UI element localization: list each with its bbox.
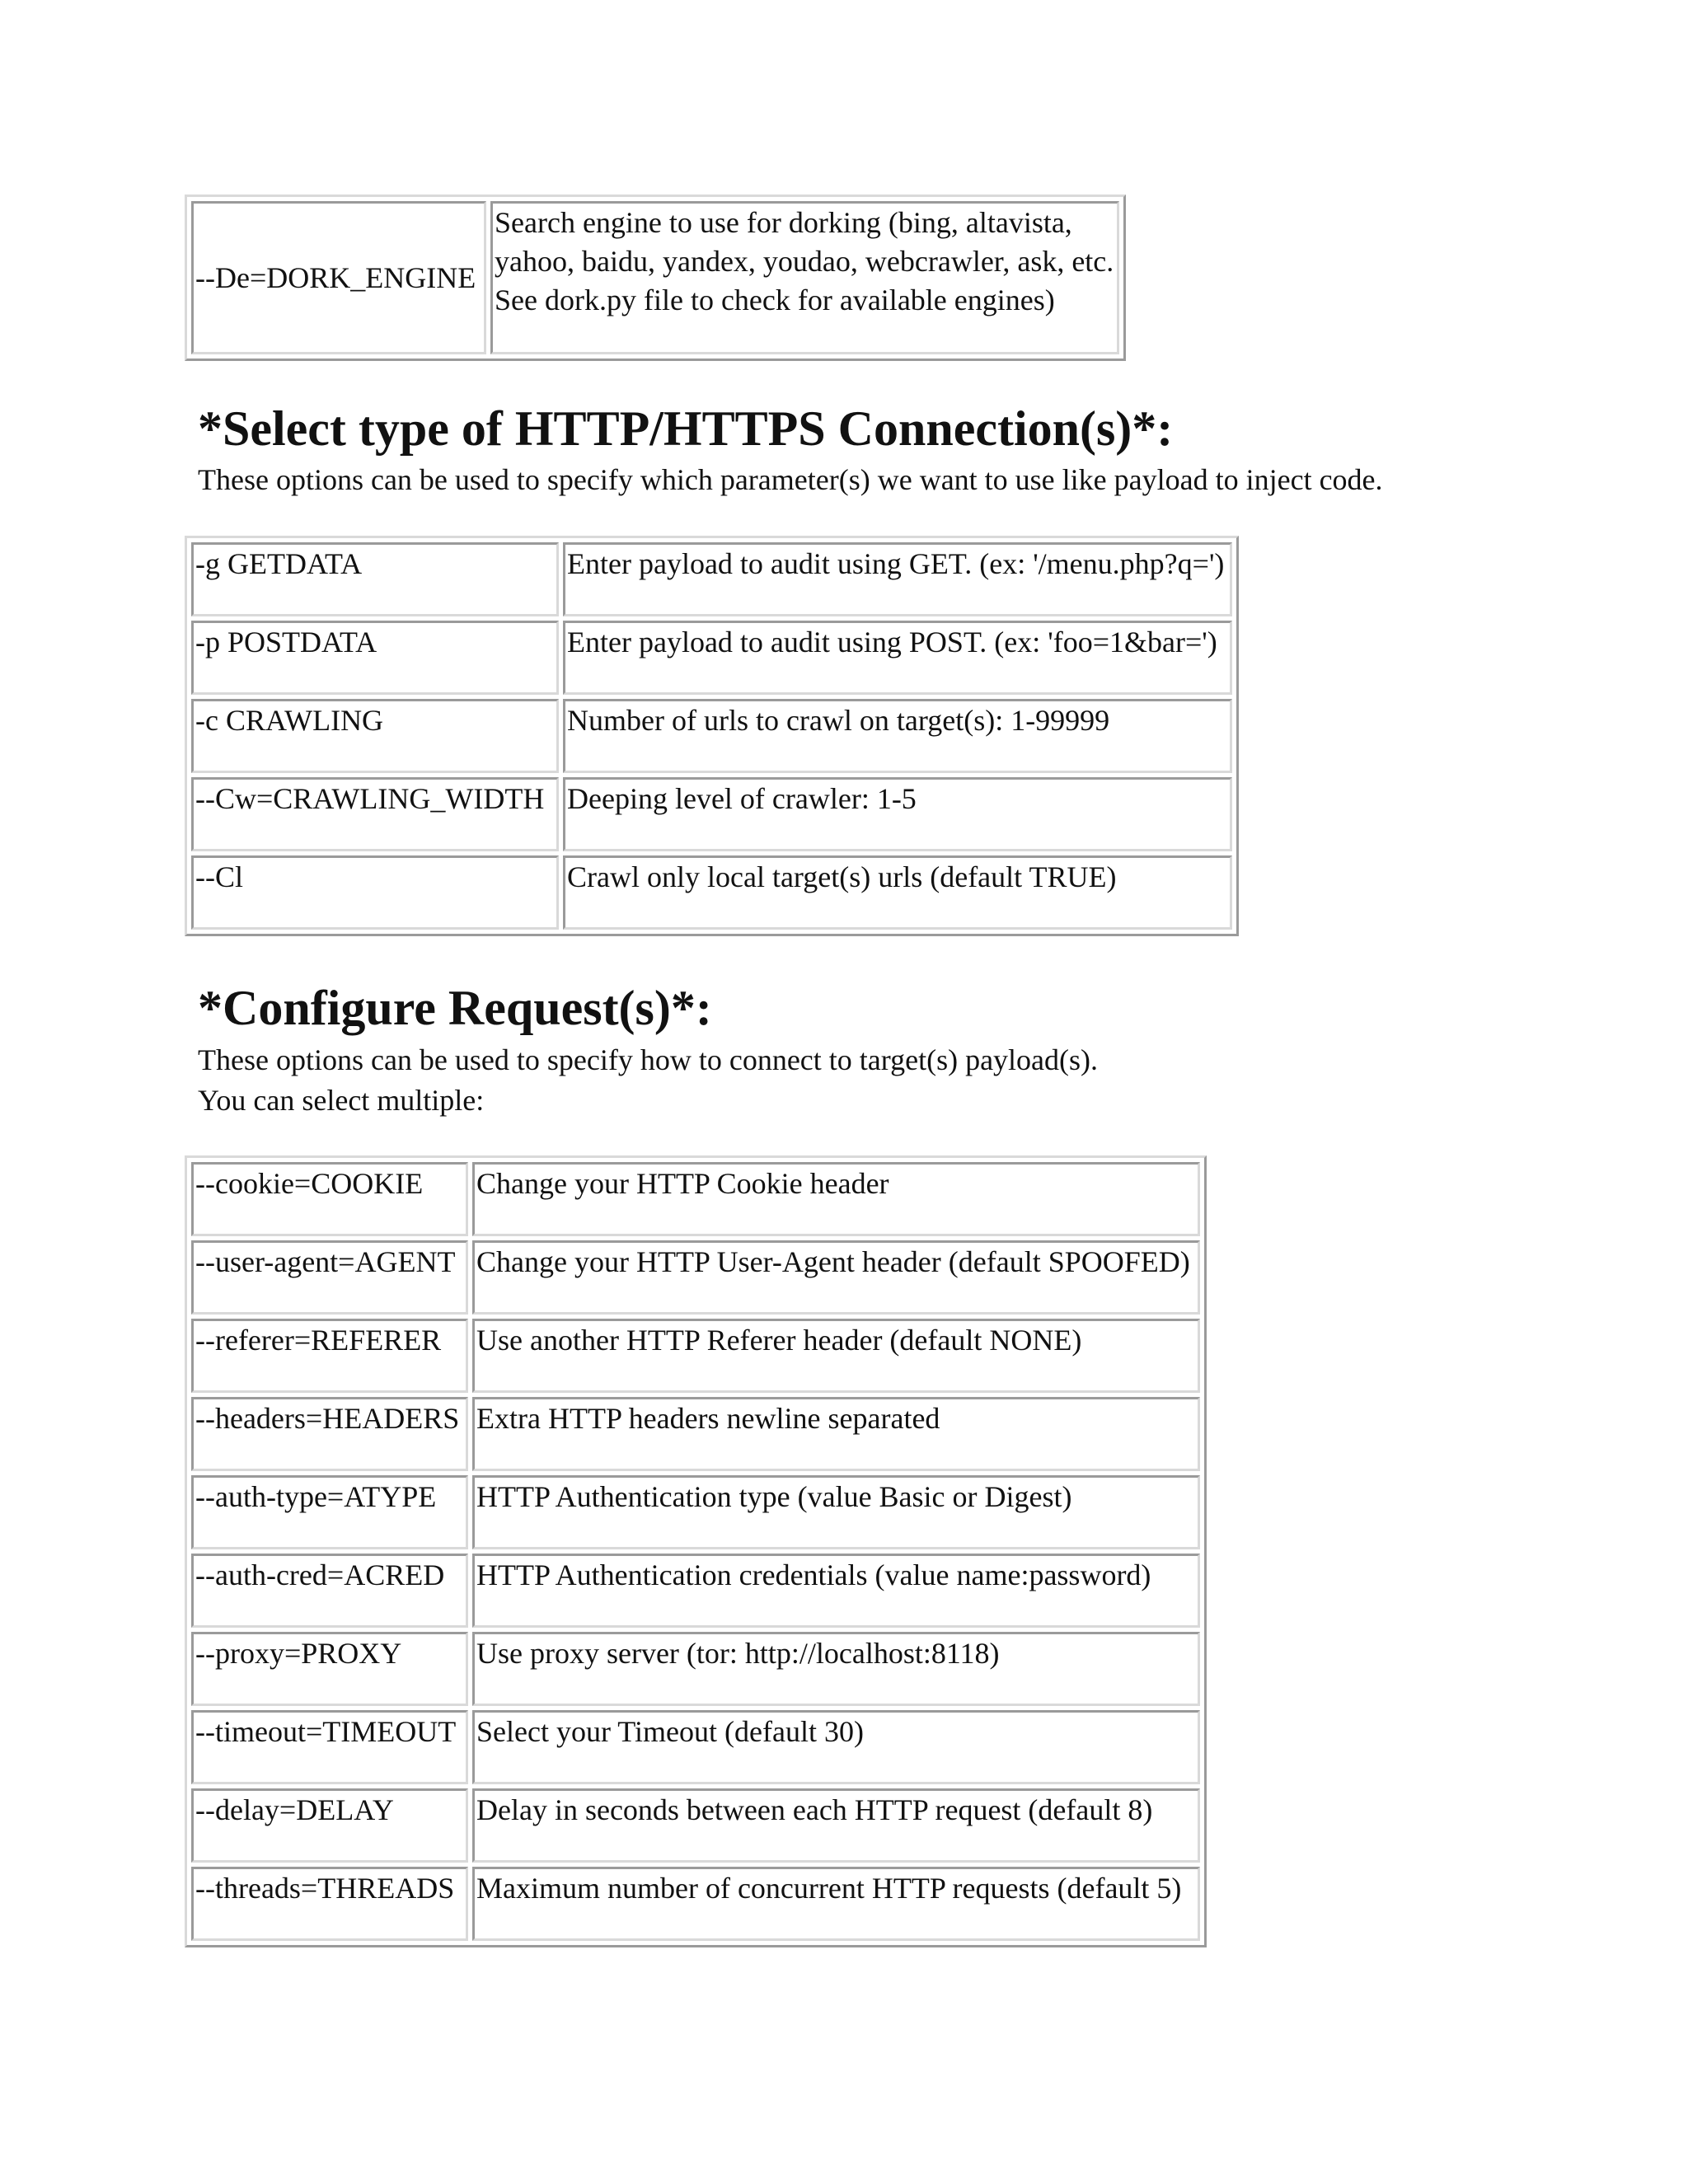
description-cell bbox=[472, 1397, 1200, 1471]
option-name: --headers=HEADERS bbox=[195, 1402, 460, 1435]
table-row bbox=[191, 1867, 1200, 1941]
option-description: Change your HTTP User-Agent header (default SPOOFED) bbox=[476, 1245, 1190, 1278]
option-cell bbox=[191, 1632, 468, 1706]
section-title-connection: *Select type of HTTP/HTTPS Connection(s)*: bbox=[198, 401, 1174, 456]
description-cell bbox=[563, 855, 1232, 930]
connection-options-body bbox=[191, 542, 1232, 930]
description-line: These options can be used to specify how to connect to target(s) payload(s). bbox=[198, 1043, 1099, 1076]
description-cell bbox=[472, 1710, 1200, 1784]
description-cell bbox=[563, 699, 1232, 773]
option-description: HTTP Authentication credentials (value name:password) bbox=[476, 1558, 1151, 1591]
option-name: --cookie=COOKIE bbox=[195, 1167, 424, 1200]
table-row bbox=[191, 1632, 1200, 1706]
option-description: Use another HTTP Referer header (default NONE) bbox=[476, 1324, 1082, 1357]
option-name: --timeout=TIMEOUT bbox=[195, 1715, 457, 1748]
option-name: --delay=DELAY bbox=[195, 1793, 394, 1826]
option-name: --Cw=CRAWLING_WIDTH bbox=[195, 782, 545, 815]
option-description: Crawl only local target(s) urls (default TRUE) bbox=[567, 860, 1117, 893]
option-description: Enter payload to audit using POST. (ex: 'foo=1&bar=') bbox=[567, 626, 1217, 658]
option-cell bbox=[191, 1162, 468, 1236]
section-title-request: *Configure Request(s)*: bbox=[198, 981, 712, 1035]
option-name: --De=DORK_ENGINE bbox=[195, 260, 476, 294]
option-description: Delay in seconds between each HTTP request (default 8) bbox=[476, 1793, 1153, 1826]
option-cell bbox=[191, 1397, 468, 1471]
option-cell bbox=[191, 1554, 468, 1628]
option-cell bbox=[191, 1240, 468, 1315]
table-row bbox=[191, 1240, 1200, 1315]
table-row bbox=[191, 1710, 1200, 1784]
option-cell bbox=[191, 777, 559, 851]
description-cell bbox=[490, 201, 1119, 354]
option-cell bbox=[191, 1867, 468, 1941]
option-cell bbox=[191, 699, 559, 773]
section-description-request bbox=[198, 1040, 1098, 1121]
description-line: Search engine to use for dorking (bing, altavista, bbox=[495, 206, 1072, 239]
description-cell bbox=[472, 1788, 1200, 1863]
request-options-table bbox=[185, 1155, 1207, 1947]
option-description: Maximum number of concurrent HTTP requests (default 5) bbox=[476, 1872, 1182, 1905]
option-cell bbox=[191, 621, 559, 695]
option-description: Change your HTTP Cookie header bbox=[476, 1167, 889, 1200]
option-name: -g GETDATA bbox=[195, 547, 363, 580]
table-row bbox=[191, 1788, 1200, 1863]
option-description: Deeping level of crawler: 1-5 bbox=[567, 782, 917, 815]
table-row bbox=[191, 1397, 1200, 1471]
description-cell bbox=[563, 542, 1232, 616]
connection-options-table bbox=[185, 536, 1239, 936]
description-cell bbox=[472, 1867, 1200, 1941]
section-description-connection: These options can be used to specify which parameter(s) we want to use like payload to inject code. bbox=[198, 463, 1383, 496]
table-row bbox=[191, 201, 1119, 354]
option-description: Select your Timeout (default 30) bbox=[476, 1715, 864, 1748]
option-name: --referer=REFERER bbox=[195, 1324, 442, 1357]
option-name: --threads=THREADS bbox=[195, 1872, 455, 1905]
description-line: yahoo, baidu, yandex, youdao, webcrawler, ask, etc. bbox=[495, 245, 1114, 278]
description-line: You can select multiple: bbox=[198, 1084, 485, 1117]
description-cell bbox=[472, 1475, 1200, 1549]
table-row bbox=[191, 542, 1232, 616]
description-cell bbox=[472, 1162, 1200, 1236]
option-cell bbox=[191, 201, 486, 354]
table-row bbox=[191, 1554, 1200, 1628]
description-cell bbox=[472, 1632, 1200, 1706]
request-options-body bbox=[191, 1162, 1200, 1941]
table-row bbox=[191, 1162, 1200, 1236]
option-cell bbox=[191, 1319, 468, 1393]
dork-options-table bbox=[185, 194, 1126, 361]
option-description: Number of urls to crawl on target(s): 1-99999 bbox=[567, 704, 1110, 737]
option-description: Extra HTTP headers newline separated bbox=[476, 1402, 940, 1435]
option-name: --Cl bbox=[195, 860, 243, 893]
description-cell bbox=[563, 777, 1232, 851]
description-cell bbox=[472, 1319, 1200, 1393]
option-name: --user-agent=AGENT bbox=[195, 1245, 456, 1278]
description-cell bbox=[472, 1554, 1200, 1628]
option-description: HTTP Authentication type (value Basic or Digest) bbox=[476, 1480, 1072, 1513]
option-name: -p POSTDATA bbox=[195, 626, 377, 658]
option-description: Enter payload to audit using GET. (ex: '/menu.php?q=') bbox=[567, 547, 1225, 580]
description-cell bbox=[472, 1240, 1200, 1315]
option-cell bbox=[191, 1710, 468, 1784]
option-name: --proxy=PROXY bbox=[195, 1637, 402, 1670]
table-row bbox=[191, 621, 1232, 695]
table-row bbox=[191, 1475, 1200, 1549]
table-row bbox=[191, 1319, 1200, 1393]
option-cell bbox=[191, 855, 559, 930]
option-name: -c CRAWLING bbox=[195, 704, 384, 737]
option-name: --auth-cred=ACRED bbox=[195, 1558, 445, 1591]
table-row bbox=[191, 777, 1232, 851]
table-row bbox=[191, 855, 1232, 930]
table-row bbox=[191, 699, 1232, 773]
option-cell bbox=[191, 1475, 468, 1549]
option-cell bbox=[191, 1788, 468, 1863]
option-cell bbox=[191, 542, 559, 616]
option-description: Use proxy server (tor: http://localhost:8118) bbox=[476, 1637, 1000, 1670]
description-line: See dork.py file to check for available engines) bbox=[495, 284, 1055, 316]
option-name: --auth-type=ATYPE bbox=[195, 1480, 437, 1513]
description-cell bbox=[563, 621, 1232, 695]
